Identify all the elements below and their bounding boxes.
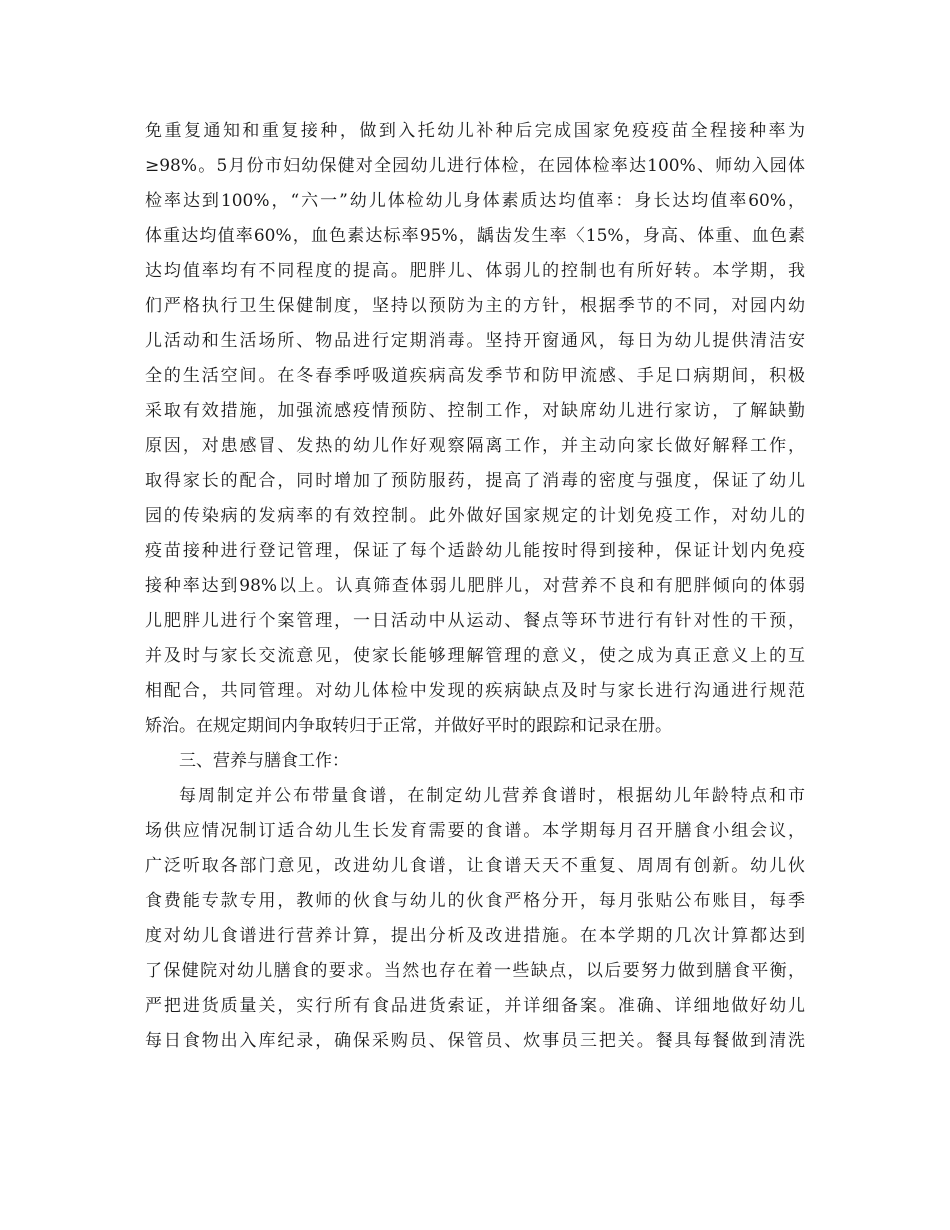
health-paragraph — [145, 114, 805, 744]
text-line: 检率达到100%，“六一”幼儿体检幼儿身体素质达均值率：身长达均值率60%， — [145, 191, 805, 211]
text-line: 了保健院对幼儿膳食的要求。当然也存在着一些缺点，以后要努力做到膳食平衡， — [145, 961, 805, 981]
text-line: 达均值率均有不同程度的提高。肥胖儿、体弱儿的控制也有所好转。本学期，我 — [145, 261, 805, 281]
text-line: 取得家长的配合，同时增加了预防服药，提高了消毒的密度与强度，保证了幼儿 — [145, 471, 805, 491]
nutrition-paragraph — [145, 779, 805, 1059]
text-line: 全的生活空间。在冬春季呼吸道疾病高发季节和防甲流感、手足口病期间，积极 — [145, 366, 805, 386]
text-line: 采取有效措施，加强流感疫情预防、控制工作，对缺席幼儿进行家访，了解缺勤 — [145, 401, 805, 421]
text-line: 并及时与家长交流意见，使家长能够理解管理的意义，使之成为真正意义上的互 — [145, 646, 805, 666]
text-line: 免重复通知和重复接种，做到入托幼儿补种后完成国家免疫疫苗全程接种率为 — [145, 121, 805, 141]
text-line: 儿肥胖儿进行个案管理，一日活动中从运动、餐点等环节进行有针对性的干预， — [145, 611, 805, 631]
text-line: 接种率达到98%以上。认真筛查体弱儿肥胖儿，对营养不良和有肥胖倾向的体弱 — [145, 576, 805, 596]
text-line: 三、营养与膳食工作： — [179, 751, 349, 771]
text-line: 园的传染病的发病率的有效控制。此外做好国家规定的计划免疫工作，对幼儿的 — [145, 506, 805, 526]
text-line: 每周制定并公布带量食谱，在制定幼儿营养食谱时，根据幼儿年龄特点和市 — [179, 786, 805, 806]
text-line: 原因，对患感冒、发热的幼儿作好观察隔离工作，并主动向家长做好解释工作， — [145, 436, 805, 456]
text-line: ≥98%。5月份市妇幼保健对全园幼儿进行体检，在园体检率达100%、师幼入园体 — [145, 156, 805, 176]
text-line: 严把进货质量关，实行所有食品进货索证，并详细备案。准确、详细地做好幼儿 — [145, 996, 805, 1016]
text-line: 矫治。在规定期间内争取转归于正常，并做好平时的跟踪和记录在册。 — [145, 716, 672, 736]
section-heading-nutrition — [145, 744, 805, 779]
text-line: 相配合，共同管理。对幼儿体检中发现的疾病缺点及时与家长进行沟通进行规范 — [145, 681, 805, 701]
text-line: 食费能专款专用，教师的伙食与幼儿的伙食严格分开，每月张贴公布账目，每季 — [145, 891, 805, 911]
text-line: 场供应情况制订适合幼儿生长发育需要的食谱。本学期每月召开膳食小组会议， — [145, 821, 805, 841]
text-line: 每日食物出入库纪录，确保采购员、保管员、炊事员三把关。餐具每餐做到清洗 — [145, 1031, 805, 1051]
document-page — [145, 114, 805, 1059]
text-line: 疫苗接种进行登记管理，保证了每个适龄幼儿能按时得到接种，保证计划内免疫 — [145, 541, 805, 561]
text-line: 广泛听取各部门意见，改进幼儿食谱，让食谱天天不重复、周周有创新。幼儿伙 — [145, 856, 805, 876]
text-line: 体重达均值率60%，血色素达标率95%，龋齿发生率〈15%，身高、体重、血色素 — [145, 226, 805, 246]
text-line: 度对幼儿食谱进行营养计算，提出分析及改进措施。在本学期的几次计算都达到 — [145, 926, 805, 946]
text-line: 们严格执行卫生保健制度，坚持以预防为主的方针，根据季节的不同，对园内幼 — [145, 296, 805, 316]
text-line: 儿活动和生活场所、物品进行定期消毒。坚持开窗通风，每日为幼儿提供清洁安 — [145, 331, 805, 351]
